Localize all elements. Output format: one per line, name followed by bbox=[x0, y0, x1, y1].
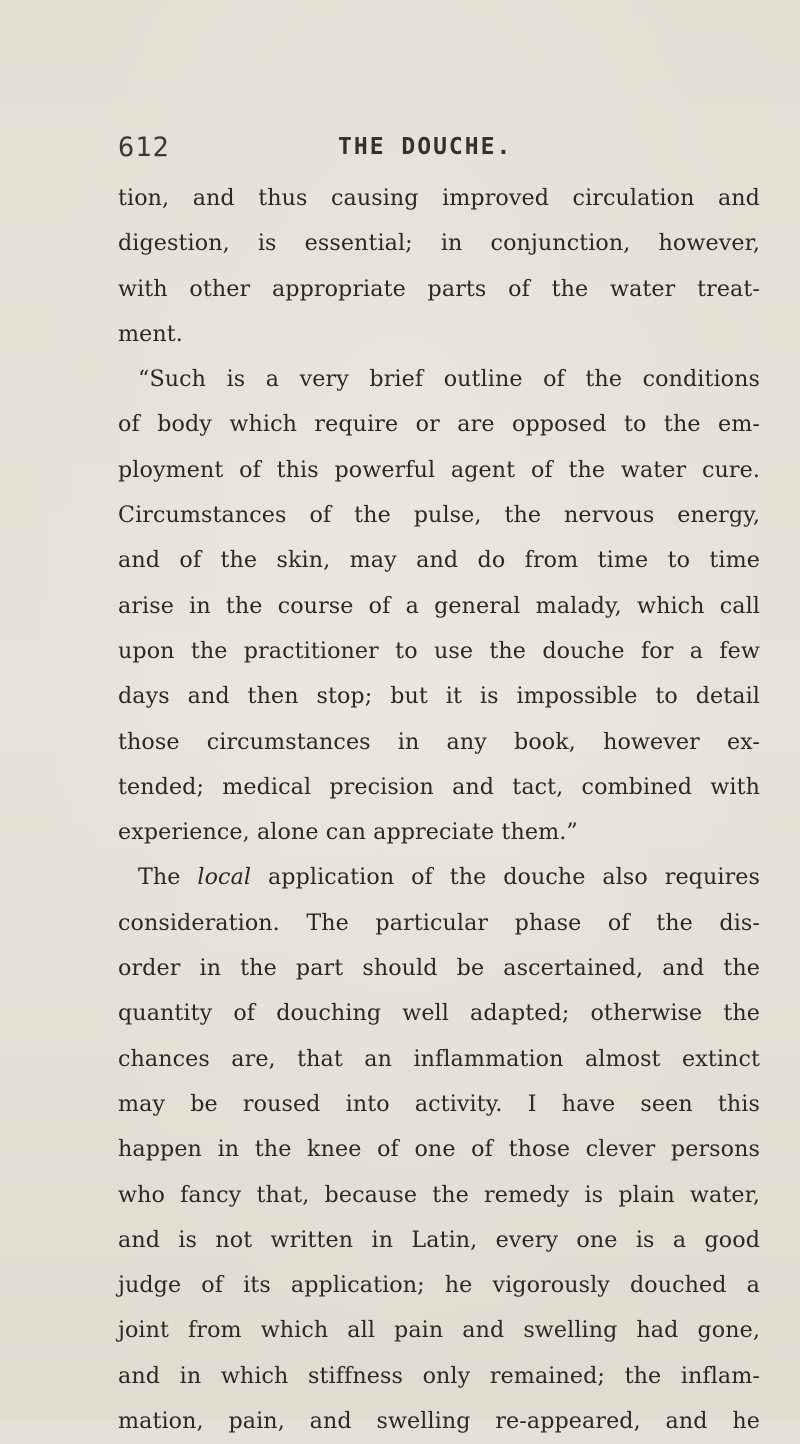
text-line: with other appropriate parts of the water treat- bbox=[118, 275, 760, 302]
text-line: days and then stop; but it is impossible to detail bbox=[118, 683, 760, 710]
line-text-before: The bbox=[138, 864, 198, 891]
text-line: ment. bbox=[118, 320, 183, 347]
running-head bbox=[118, 132, 758, 166]
text-line: upon the practitioner to use the douche for a few bbox=[118, 637, 760, 664]
text-line: of body which require or are opposed to the em- bbox=[118, 411, 760, 438]
text-line: mation, pain, and swelling re-appeared, and he bbox=[118, 1408, 760, 1435]
text-line: Circumstances of the pulse, the nervous energy, bbox=[118, 502, 760, 529]
body-text bbox=[118, 176, 760, 1444]
text-line: “Such is a very brief outline of the conditions bbox=[138, 366, 760, 393]
text-line: consideration. The particular phase of the dis- bbox=[118, 909, 760, 936]
text-line: order in the part should be ascertained, and the bbox=[118, 955, 760, 982]
text-line: and in which stiffness only remained; the inflam- bbox=[118, 1362, 760, 1389]
text-line: arise in the course of a general malady, which call bbox=[118, 592, 760, 619]
text-line: quantity of douching well adapted; otherwise the bbox=[118, 1000, 760, 1027]
text-line: digestion, is essential; in conjunction, however, bbox=[118, 230, 760, 257]
text-line: tended; medical precision and tact, combined with bbox=[118, 773, 760, 800]
line-text-after: application of the douche also requires bbox=[251, 864, 760, 891]
text-line: ployment of this powerful agent of the water cure. bbox=[118, 456, 760, 483]
text-line: happen in the knee of one of those clever persons bbox=[118, 1136, 760, 1163]
text-line-with-italic bbox=[118, 855, 760, 900]
italic-word-local: local bbox=[197, 864, 252, 891]
text-line: and is not written in Latin, every one is a good bbox=[118, 1226, 760, 1253]
text-line: and of the skin, may and do from time to time bbox=[118, 547, 760, 574]
text-line: who fancy that, because the remedy is plain water, bbox=[118, 1181, 760, 1208]
text-line: judge of its application; he vigorously douched a bbox=[118, 1272, 760, 1299]
running-title: THE DOUCHE. bbox=[338, 134, 513, 160]
page-number: 612 bbox=[118, 132, 170, 163]
text-line: may be roused into activity. I have seen this bbox=[118, 1090, 760, 1117]
text-line: experience, alone can appreciate them.” bbox=[118, 819, 578, 846]
text-line: tion, and thus causing improved circulation and bbox=[118, 185, 760, 211]
text-line: chances are, that an inflammation almost extinct bbox=[118, 1045, 760, 1072]
text-line: joint from which all pain and swelling had gone, bbox=[118, 1317, 760, 1344]
text-line: those circumstances in any book, however ex- bbox=[118, 728, 760, 755]
